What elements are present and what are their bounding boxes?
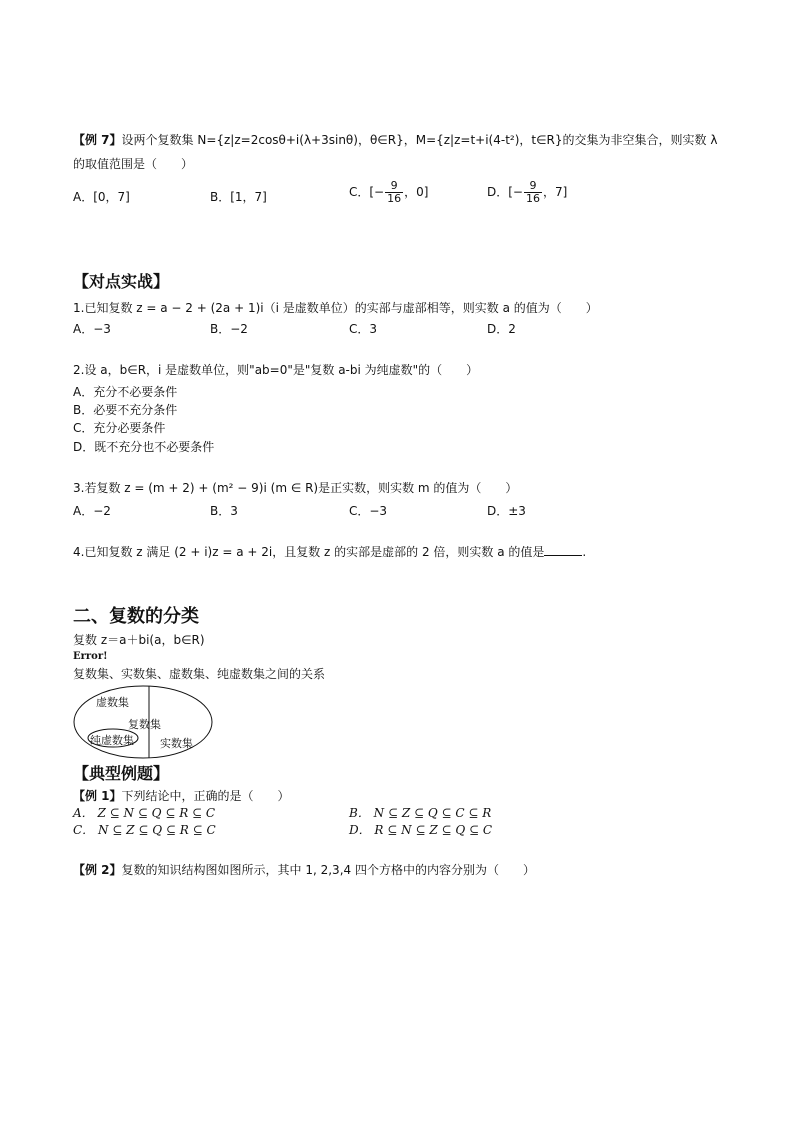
- example-7-option-c: [349, 180, 428, 205]
- example-7-line2: 的取值范围是（ ）: [73, 157, 194, 171]
- example-2-label: 【例 2】: [73, 863, 122, 877]
- option-c-prefix: C．[−: [349, 185, 385, 199]
- example-1-option-d: D． R ⊆ N ⊆ Z ⊆ Q ⊆ C: [349, 823, 493, 837]
- section-2-title: 二、复数的分类: [73, 606, 199, 627]
- answer-blank[interactable]: [544, 543, 582, 556]
- question-4-text: 4.已知复数 z 满足 (2 + i)z = a + 2i，且复数 z 的实部是虚部的 2 倍，则实数 a 的值是: [73, 545, 545, 559]
- example-1-option-c: C． N ⊆ Z ⊆ Q ⊆ R ⊆ C: [73, 823, 216, 837]
- question-3-option-c: C．−3: [349, 504, 388, 518]
- fraction-denominator: 16: [387, 192, 402, 205]
- practice-heading: 【对点实战】: [73, 272, 170, 291]
- question-1-option-c: C．3: [349, 322, 378, 336]
- question-3-text: 3.若复数 z = (m + 2) + (m² − 9)i (m ∈ R)是正实数，则实数 m 的值为（ ）: [73, 481, 518, 495]
- question-2-option-b: B．必要不充分条件: [73, 403, 178, 417]
- typical-examples-heading: 【典型例题】: [73, 764, 170, 783]
- question-3-option-a: A．−2: [73, 504, 111, 518]
- example-1-label: 【例 1】: [73, 789, 122, 803]
- venn-label-real: 实数集: [160, 737, 193, 750]
- example-7-text: 设两个复数集 N={z|z=2cosθ+i(λ+3sinθ)，θ∈R}，M={z|z=t+i(4-t²)，t∈R}的交集为非空集合，则实数 λ: [121, 133, 718, 147]
- example-7-label: 【例 7】: [73, 133, 122, 147]
- question-1-option-b: B．−2: [210, 322, 248, 336]
- venn-label-imaginary: 虚数集: [96, 696, 129, 709]
- example-7-option-d: [487, 180, 567, 205]
- example-1-text: 下列结论中，正确的是（ ）: [121, 789, 290, 803]
- fraction-numerator: 9: [529, 179, 537, 192]
- section-2-line2: 复数集、实数集、虚数集、纯虚数集之间的关系: [73, 667, 326, 681]
- venn-label-pure-imaginary: 纯虚数集: [90, 734, 134, 747]
- option-d-suffix: ，7]: [542, 185, 568, 199]
- example-7-option-b: B．[1，7]: [210, 190, 267, 204]
- question-3-option-d: D．±3: [487, 504, 526, 518]
- example-2-line: [73, 862, 535, 878]
- question-1-text: 1.已知复数 z = a − 2 + (2a + 1)i（i 是虚数单位）的实部与虚部相等，则实数 a 的值为（ ）: [73, 301, 598, 315]
- example-7-line1: [73, 132, 717, 148]
- fraction-numerator: 9: [390, 179, 398, 192]
- option-d-prefix: D．[−: [487, 185, 523, 199]
- example-1-option-a: A． Z ⊆ N ⊆ Q ⊆ R ⊆ C: [73, 806, 216, 820]
- question-1-option-d: D．2: [487, 322, 516, 336]
- example-2-text: 复数的知识结构图如图所示，其中 1, 2,3,4 四个方格中的内容分别为（ ）: [121, 863, 535, 877]
- venn-label-complex: 复数集: [128, 718, 161, 731]
- question-3-option-b: B．3: [210, 504, 238, 518]
- fraction-denominator: 16: [525, 192, 540, 205]
- fraction: [385, 180, 403, 205]
- fraction: [524, 180, 542, 205]
- question-1-option-a: A．−3: [73, 322, 111, 336]
- question-2-option-c: C．充分必要条件: [73, 421, 166, 435]
- example-1-line: [73, 788, 290, 804]
- example-1-option-b: B． N ⊆ Z ⊆ Q ⊆ C ⊆ R: [349, 806, 492, 820]
- error-text: Error!: [73, 651, 108, 662]
- option-c-suffix: ，0]: [404, 185, 429, 199]
- question-2-option-a: A．充分不必要条件: [73, 385, 178, 399]
- venn-diagram: [72, 684, 214, 760]
- question-2-option-d: D．既不充分也不必要条件: [73, 440, 215, 454]
- section-2-line1: 复数 z＝a＋bi(a，b∈R): [73, 633, 205, 647]
- question-2-text: 2.设 a，b∈R，i 是虚数单位，则"ab=0"是"复数 a-bi 为纯虚数"的（ ）: [73, 363, 479, 377]
- question-4-end: .: [582, 545, 587, 559]
- example-7-option-a: A．[0，7]: [73, 190, 130, 204]
- question-4: [73, 543, 586, 560]
